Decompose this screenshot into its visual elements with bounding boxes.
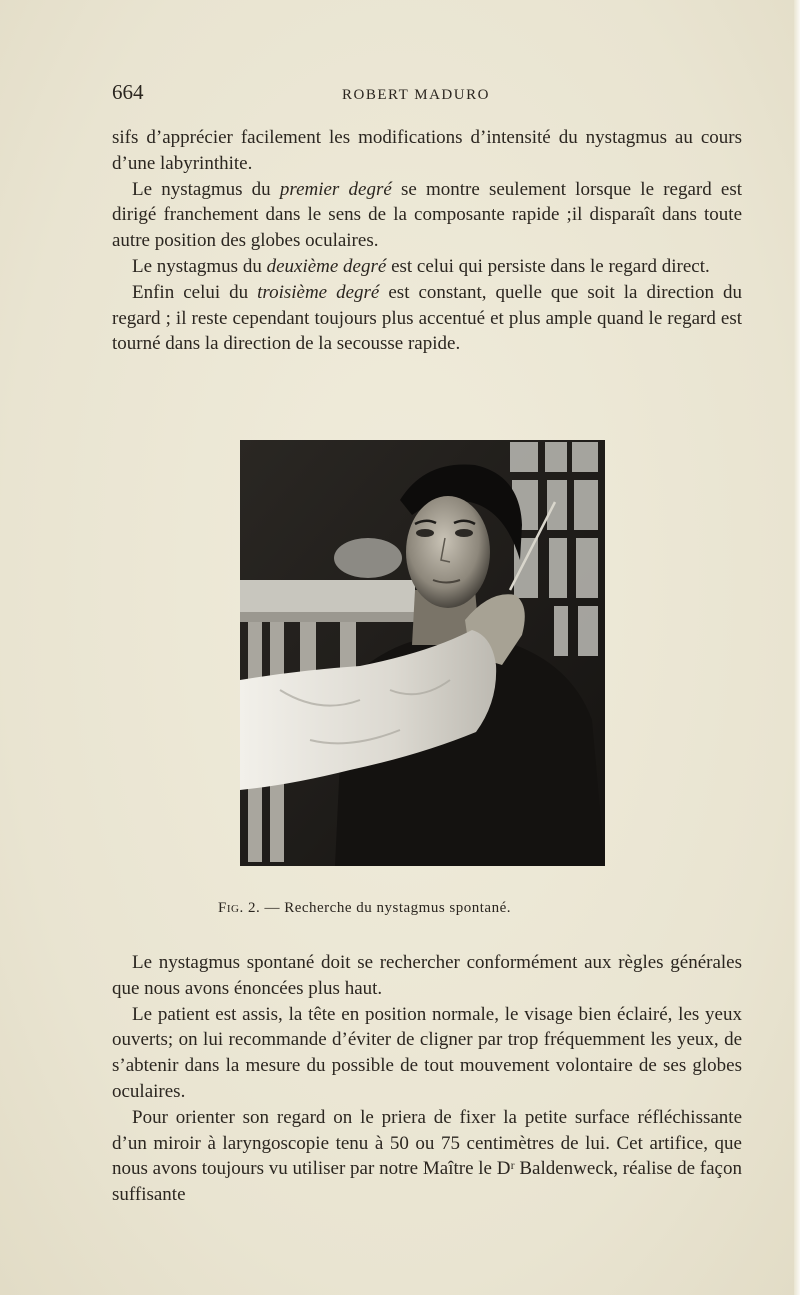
running-head xyxy=(112,80,742,110)
page-edge xyxy=(794,0,800,1295)
text-run: Le nystagmus du xyxy=(132,178,280,200)
emphasis-deuxieme-degre: deuxième degré xyxy=(266,255,387,277)
text-run: est constant, quelle que soit la direction du regard ; il reste cependant toujours plus accentué et plus ample quand le regard est tourné dans la direction de la secousse rapide. xyxy=(112,281,742,355)
text-run: se montre seulement lorsque le regard est dirigé franchement dans le sens de la composante rapide ;il disparaît dans toute autre position des globes oculaires. xyxy=(112,178,743,252)
text-block-bottom xyxy=(112,950,742,1208)
text-run: Le nystagmus du xyxy=(132,255,267,277)
photograph-illustration xyxy=(240,440,605,866)
emphasis-premier-degre: premier degré xyxy=(279,178,392,200)
figure-caption-text: Recherche du nystagmus spontané. xyxy=(284,900,511,916)
paragraph xyxy=(112,177,742,254)
text-block-top xyxy=(112,125,742,357)
page-number: 664 xyxy=(112,80,144,104)
paragraph xyxy=(112,125,742,177)
emphasis-troisieme-degre: troisième degré xyxy=(257,281,380,303)
text-run: sifs d’apprécier facilement les modifications d’intensité du nystagmus au cours d’une labyrinthite. xyxy=(112,127,742,174)
header-title: ROBERT MADURO xyxy=(342,87,490,103)
text-run: Enfin celui du xyxy=(132,281,258,303)
paragraph xyxy=(112,254,742,280)
paragraph xyxy=(112,280,742,357)
figure-label: Fig. 2. xyxy=(218,900,261,916)
text-run: est celui qui persiste dans le regard direct. xyxy=(386,255,710,277)
figure-photograph xyxy=(240,440,605,866)
paragraph: Pour orienter son regard on le priera de fixer la petite surface réfléchissante d’un miroir à laryngoscopie tenu à 50 ou 75 centimètres de lui. Cet artifice, que nous avons toujours vu utiliser par notre Maître le Dʳ Baldenweck, réalise de façon suffisante xyxy=(112,1106,742,1206)
paragraph: Le patient est assis, la tête en position normale, le visage bien éclairé, les yeux ouverts; on lui recommande d’éviter de cligner par trop fréquemment les yeux, de s’abtenir dans la mesure du possible de tout mouvement volontaire de ses globes oculaires. xyxy=(112,1003,742,1102)
paragraph: Le nystagmus spontané doit se rechercher conformément aux règles générales que nous avons énoncées plus haut. xyxy=(112,952,742,999)
figure-separator: — xyxy=(260,900,285,916)
figure-caption xyxy=(218,900,618,917)
